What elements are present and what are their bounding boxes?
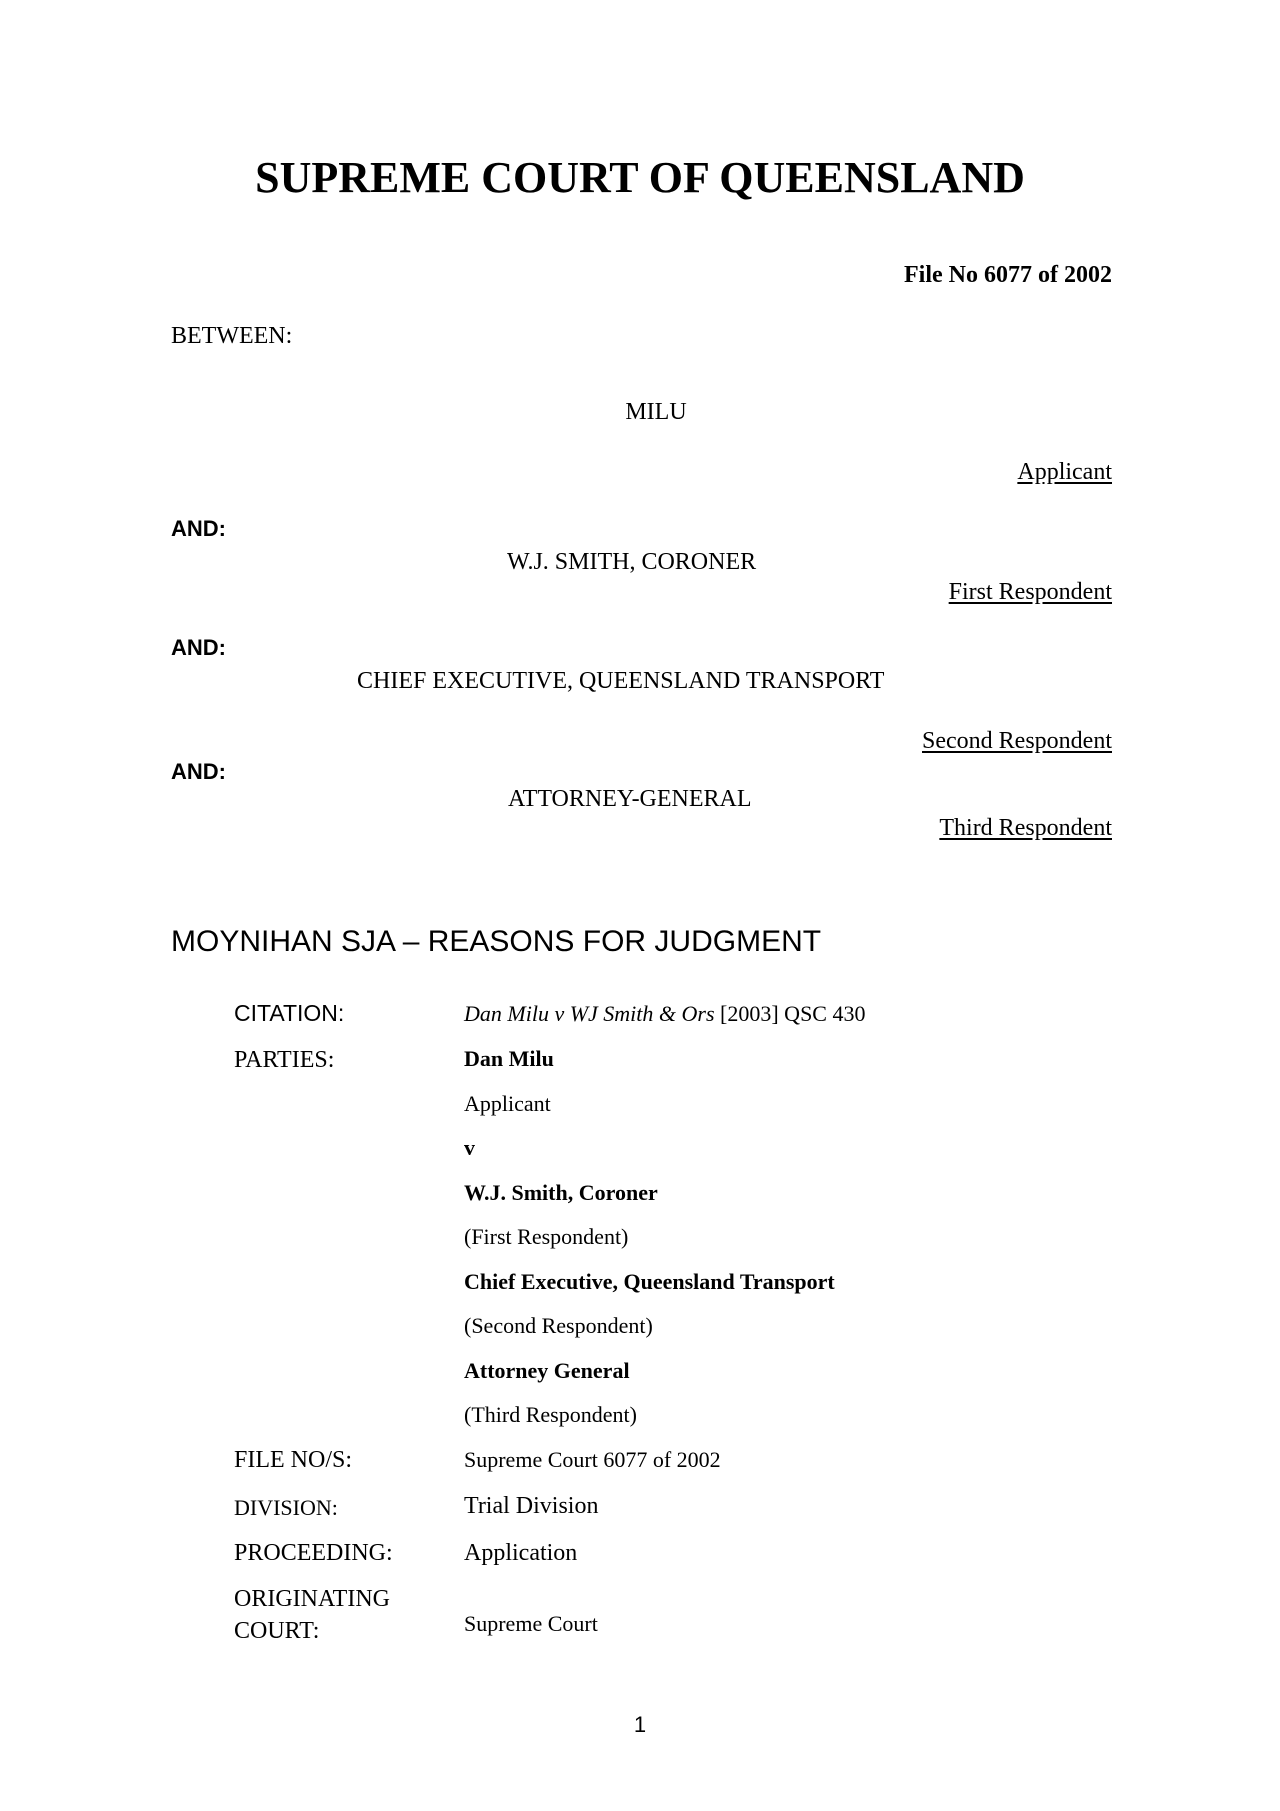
party-name-third-respondent: ATTORNEY-GENERAL (508, 786, 752, 812)
court-title: SUPREME COURT OF QUEENSLAND (255, 153, 1025, 202)
originating-label-line2: COURT: (234, 1618, 320, 1644)
parties-line: (Second Respondent) (464, 1313, 653, 1338)
party-role-applicant: Applicant (1017, 459, 1112, 485)
and-connector-2: AND: (171, 635, 226, 660)
party-name-second-respondent: CHIEF EXECUTIVE, QUEENSLAND TRANSPORT (357, 668, 885, 694)
citation-reference: [2003] QSC 430 (714, 1001, 866, 1026)
citation-label: CITATION: (234, 1000, 345, 1026)
file-nos-label: FILE NO/S: (234, 1447, 353, 1473)
division-value: Trial Division (464, 1493, 599, 1519)
party-name-first-respondent: W.J. SMITH, CORONER (507, 549, 757, 575)
parties-line: Applicant (464, 1091, 551, 1116)
party-role-second-respondent: Second Respondent (922, 728, 1112, 754)
and-connector-3: AND: (171, 759, 226, 784)
party-name-applicant: MILU (625, 399, 687, 425)
division-label: DIVISION: (234, 1495, 338, 1520)
parties-line: Chief Executive, Queensland Transport (464, 1269, 835, 1294)
parties-line: Dan Milu (464, 1046, 554, 1071)
proceeding-value: Application (464, 1540, 578, 1566)
page-number: 1 (633, 1712, 647, 1737)
parties-line: W.J. Smith, Coroner (464, 1180, 658, 1205)
between-label: BETWEEN: (171, 323, 293, 349)
party-role-third-respondent: Third Respondent (939, 815, 1112, 841)
party-role-first-respondent: First Respondent (948, 579, 1112, 605)
parties-label: PARTIES: (234, 1047, 335, 1073)
parties-line: (Third Respondent) (464, 1402, 637, 1427)
proceeding-label: PROCEEDING: (234, 1540, 393, 1566)
judgment-heading: MOYNIHAN SJA – REASONS FOR JUDGMENT (171, 925, 822, 958)
originating-value: Supreme Court (464, 1611, 598, 1636)
and-connector-1: AND: (171, 516, 226, 541)
parties-line: Attorney General (464, 1358, 630, 1383)
file-number: File No 6077 of 2002 (904, 262, 1112, 288)
citation-case-name: Dan Milu v WJ Smith & Ors (464, 1001, 715, 1026)
parties-line: (First Respondent) (464, 1224, 629, 1249)
citation-value (464, 1001, 865, 1027)
file-nos-value: Supreme Court 6077 of 2002 (464, 1447, 721, 1472)
originating-label-line1: ORIGINATING (234, 1586, 390, 1612)
parties-line: v (464, 1135, 475, 1160)
